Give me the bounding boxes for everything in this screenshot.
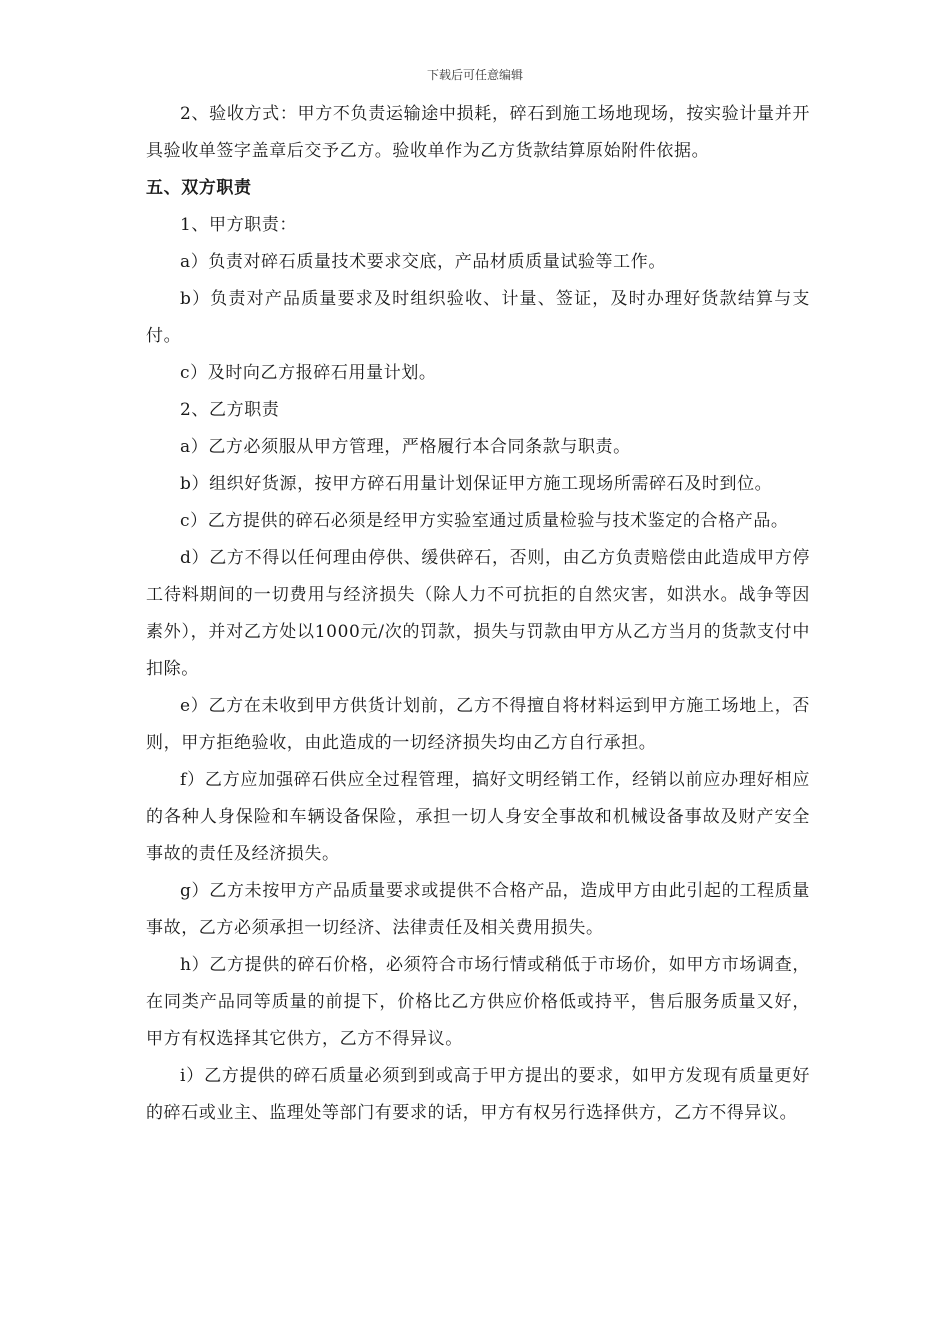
party-b-item-b: b）组织好货源，按甲方碎石用量计划保证甲方施工现场所需碎石及时到位。 — [180, 474, 773, 494]
acceptance-method-paragraph: 2、验收方式：甲方不负责运输途中损耗，碎石到施工场地现场，按实验计量并开具验收单签字盖章后交予乙方。验收单作为乙方货款结算原始附件依据。 — [146, 104, 810, 161]
party-a-item-a: a）负责对碎石质量技术要求交底，产品材质质量试验等工作。 — [180, 252, 666, 272]
section-heading-responsibilities: 五、双方职责 — [146, 178, 252, 198]
party-a-heading: 1、甲方职责： — [180, 215, 298, 235]
page-header-note: 下载后可任意编辑 — [426, 68, 523, 82]
party-b-heading: 2、乙方职责 — [180, 400, 280, 420]
party-b-item-h: h）乙方提供的碎石价格，必须符合市场行情或稍低于市场价，如甲方市场调查，在同类产品同等质量的前提下，价格比乙方供应价格低或持平，售后服务质量又好，甲方有权选择其它供方，乙方不得异议。 — [146, 955, 810, 1049]
party-b-item-f: f）乙方应加强碎石供应全过程管理，搞好文明经销工作，经销以前应办理好相应的各种人身保险和车辆设备保险，承担一切人身安全事故和机械设备事故及财产安全事故的责任及经济损失。 — [146, 770, 810, 864]
party-b-item-d: d）乙方不得以任何理由停供、缓供碎石，否则，由乙方负责赔偿由此造成甲方停工待料期间的一切费用与经济损失（除人力不可抗拒的自然灾害，如洪水。战争等因素外），并对乙方处以1000元/次的罚款，损失与罚款由甲方从乙方当月的货款支付中扣除。 — [146, 548, 810, 679]
party-b-item-i: i）乙方提供的碎石质量必须到到或高于甲方提出的要求，如甲方发现有质量更好的碎石或业主、监理处等部门有要求的话，甲方有权另行选择供方，乙方不得异议。 — [146, 1066, 810, 1123]
party-b-item-c: c）乙方提供的碎石必须是经甲方实验室通过质量检验与技术鉴定的合格产品。 — [180, 511, 789, 531]
document-body — [146, 96, 810, 1132]
party-a-item-c: c）及时向乙方报碎石用量计划。 — [180, 363, 437, 383]
party-a-item-b: b）负责对产品质量要求及时组织验收、计量、签证，及时办理好货款结算与支付。 — [146, 289, 810, 346]
party-b-item-e: e）乙方在未收到甲方供货计划前，乙方不得擅自将材料运到甲方施工场地上，否则，甲方拒绝验收，由此造成的一切经济损失均由乙方自行承担。 — [146, 696, 810, 753]
party-b-item-a: a）乙方必须服从甲方管理，严格履行本合同条款与职责。 — [180, 437, 631, 457]
party-b-item-g: g）乙方未按甲方产品质量要求或提供不合格产品，造成甲方由此引起的工程质量事故，乙方必须承担一切经济、法律责任及相关费用损失。 — [146, 881, 810, 938]
